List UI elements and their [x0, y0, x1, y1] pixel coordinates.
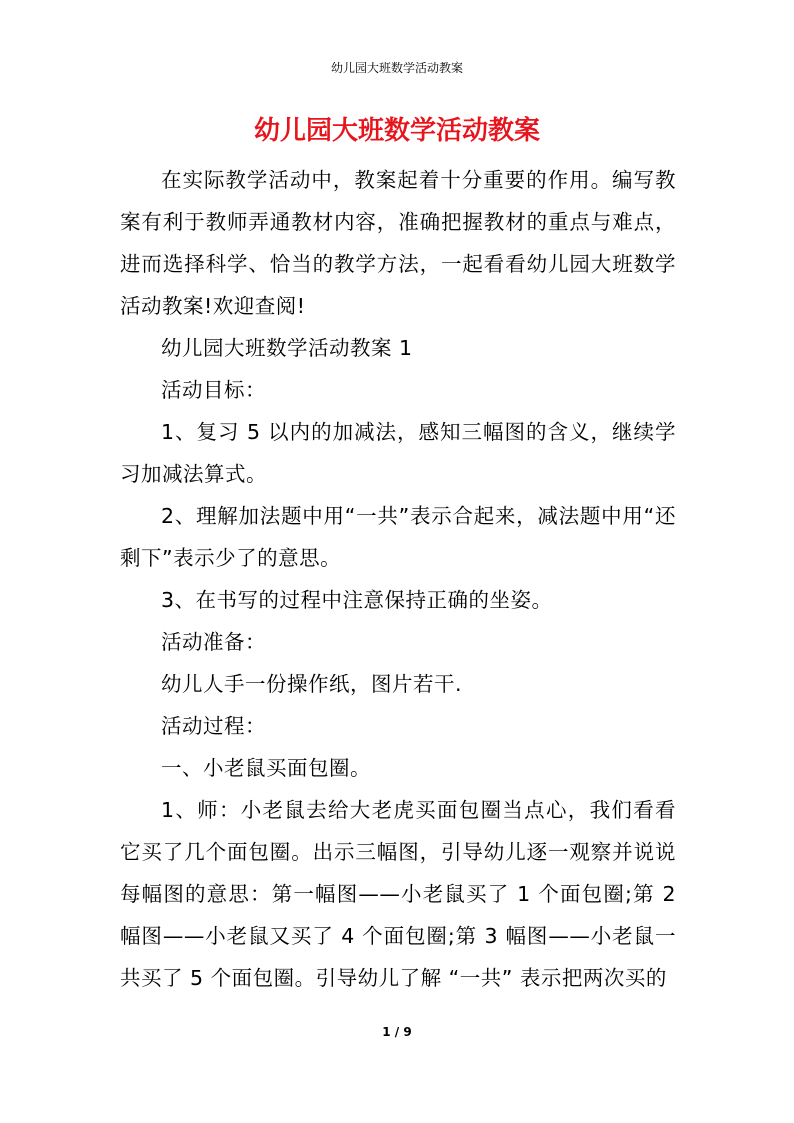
paragraph-goal-3: 3、在书写的过程中注意保持正确的坐姿。	[161, 588, 553, 612]
document-body	[120, 159, 676, 999]
paragraph-process-label: 活动过程：	[161, 714, 266, 738]
paragraph-step-heading: 一、小老鼠买面包圈。	[161, 756, 371, 780]
paragraph-section-heading: 幼儿园大班数学活动教案 1	[161, 336, 413, 360]
header-divider	[120, 82, 674, 83]
paragraph-goal-2: 2、理解加法题中用“一共”表示合起来，减法题中用“还剩下”表示少了的意思。	[120, 504, 676, 570]
page-number: 1 / 9	[382, 1025, 412, 1039]
running-header: 幼儿园大班数学活动教案	[330, 61, 463, 75]
paragraph-goal-1: 1、复习 5 以内的加减法，感知三幅图的含义，继续学习加减法算式。	[120, 420, 676, 486]
paragraph-intro: 在实际教学活动中，教案起着十分重要的作用。编写教案有利于教师弄通教材内容，准确把握教材的重点与难点，进而选择科学、恰当的教学方法，一起看看幼儿园大班数学活动教案!欢迎查阅!	[120, 168, 676, 318]
document-title: 幼儿园大班数学活动教案	[253, 116, 540, 146]
paragraph-preparation-label: 活动准备：	[161, 630, 266, 654]
paragraph-goals-label: 活动目标：	[161, 378, 266, 402]
paragraph-preparation: 幼儿人手一份操作纸，图片若干.	[161, 672, 463, 696]
paragraph-step-1: 1、师：小老鼠去给大老虎买面包圈当点心，我们看看它买了几个面包圈。出示三幅图，引导幼儿逐一观察并说说每幅图的意思：第一幅图——小老鼠买了 1 个面包圈;第 2 幅图——小老鼠又买了 4 个面包圈;第 3 幅图——小老鼠一共买了 5 个面包圈。引导幼儿了解 “一共” 表示把两次买的	[120, 798, 676, 990]
